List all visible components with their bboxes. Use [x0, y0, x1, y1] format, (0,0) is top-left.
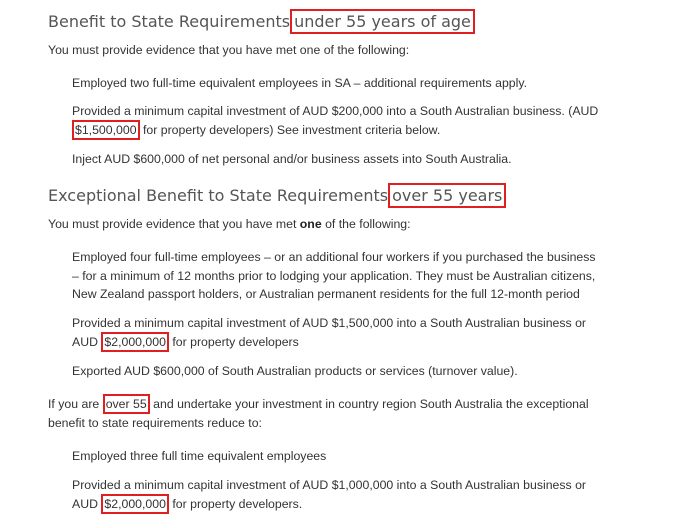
- highlight-1500000: $1,500,000: [72, 120, 140, 140]
- intro-bold-one: one: [299, 217, 322, 231]
- section2-item-exports: Exported AUD $600,000 of South Australian products or services (turnover value).: [72, 364, 518, 378]
- item-text: Provided a minimum capital investment of AUD $1,500,000 into a South Australian business or AUD: [72, 316, 587, 349]
- intro-text: of the following:: [321, 217, 411, 231]
- section1-intro: You must provide evidence that you have met one of the following:: [48, 43, 410, 57]
- highlight-2000000: $2,000,000: [101, 332, 169, 352]
- section3-item-employees: Employed three full time equivalent employees: [72, 449, 327, 463]
- heading-text: Benefit to State Requirements: [48, 12, 291, 31]
- item-text: for property developers) See investment criteria below.: [139, 122, 441, 137]
- item-text: Provided a minimum capital investment of AUD $1,000,000 into a South Australian business or AUD: [72, 478, 587, 511]
- section3-intro: [48, 395, 593, 432]
- section2-item-employees: Employed four full-time employees – or an additional four workers if you purchased the business – for a minimum of 12 months prior to lodging your application. They must be Australian citizens, New Zealand passport holders, or Australian permanent residents for the full 12-month period: [72, 250, 596, 301]
- highlight-over-55: over 55: [103, 394, 150, 414]
- item-text: Provided a minimum capital investment of AUD $200,000 into a South Australian business. (AUD: [72, 104, 599, 118]
- intro-text: You must provide evidence that you have met: [48, 217, 300, 231]
- highlight-under-55: under 55 years of age: [290, 9, 475, 34]
- section1-item-employees: Employed two full-time equivalent employees in SA – additional requirements apply.: [72, 76, 528, 90]
- item-text: for property developers: [168, 334, 299, 349]
- section-heading-exceptional-benefit: [48, 186, 506, 206]
- section2-item-investment: [72, 314, 602, 351]
- highlight-2000000-country: $2,000,000: [101, 494, 169, 514]
- section1-item-investment: [72, 102, 602, 139]
- section2-intro: [48, 215, 411, 234]
- intro-text: If you are: [48, 397, 103, 411]
- section1-item-assets: Inject AUD $600,000 of net personal and/or business assets into South Australia.: [72, 152, 512, 166]
- section-heading-benefit-to-state: [48, 12, 475, 32]
- heading-text: Exceptional Benefit to State Requirements: [48, 186, 389, 205]
- item-text: for property developers.: [168, 496, 303, 511]
- section3-item-investment: [72, 476, 602, 513]
- intro-text: and undertake your investment in country region South Australia the exceptional benefit to state requirements reduce to:: [48, 397, 589, 430]
- highlight-over-55-years: over 55 years: [388, 183, 506, 208]
